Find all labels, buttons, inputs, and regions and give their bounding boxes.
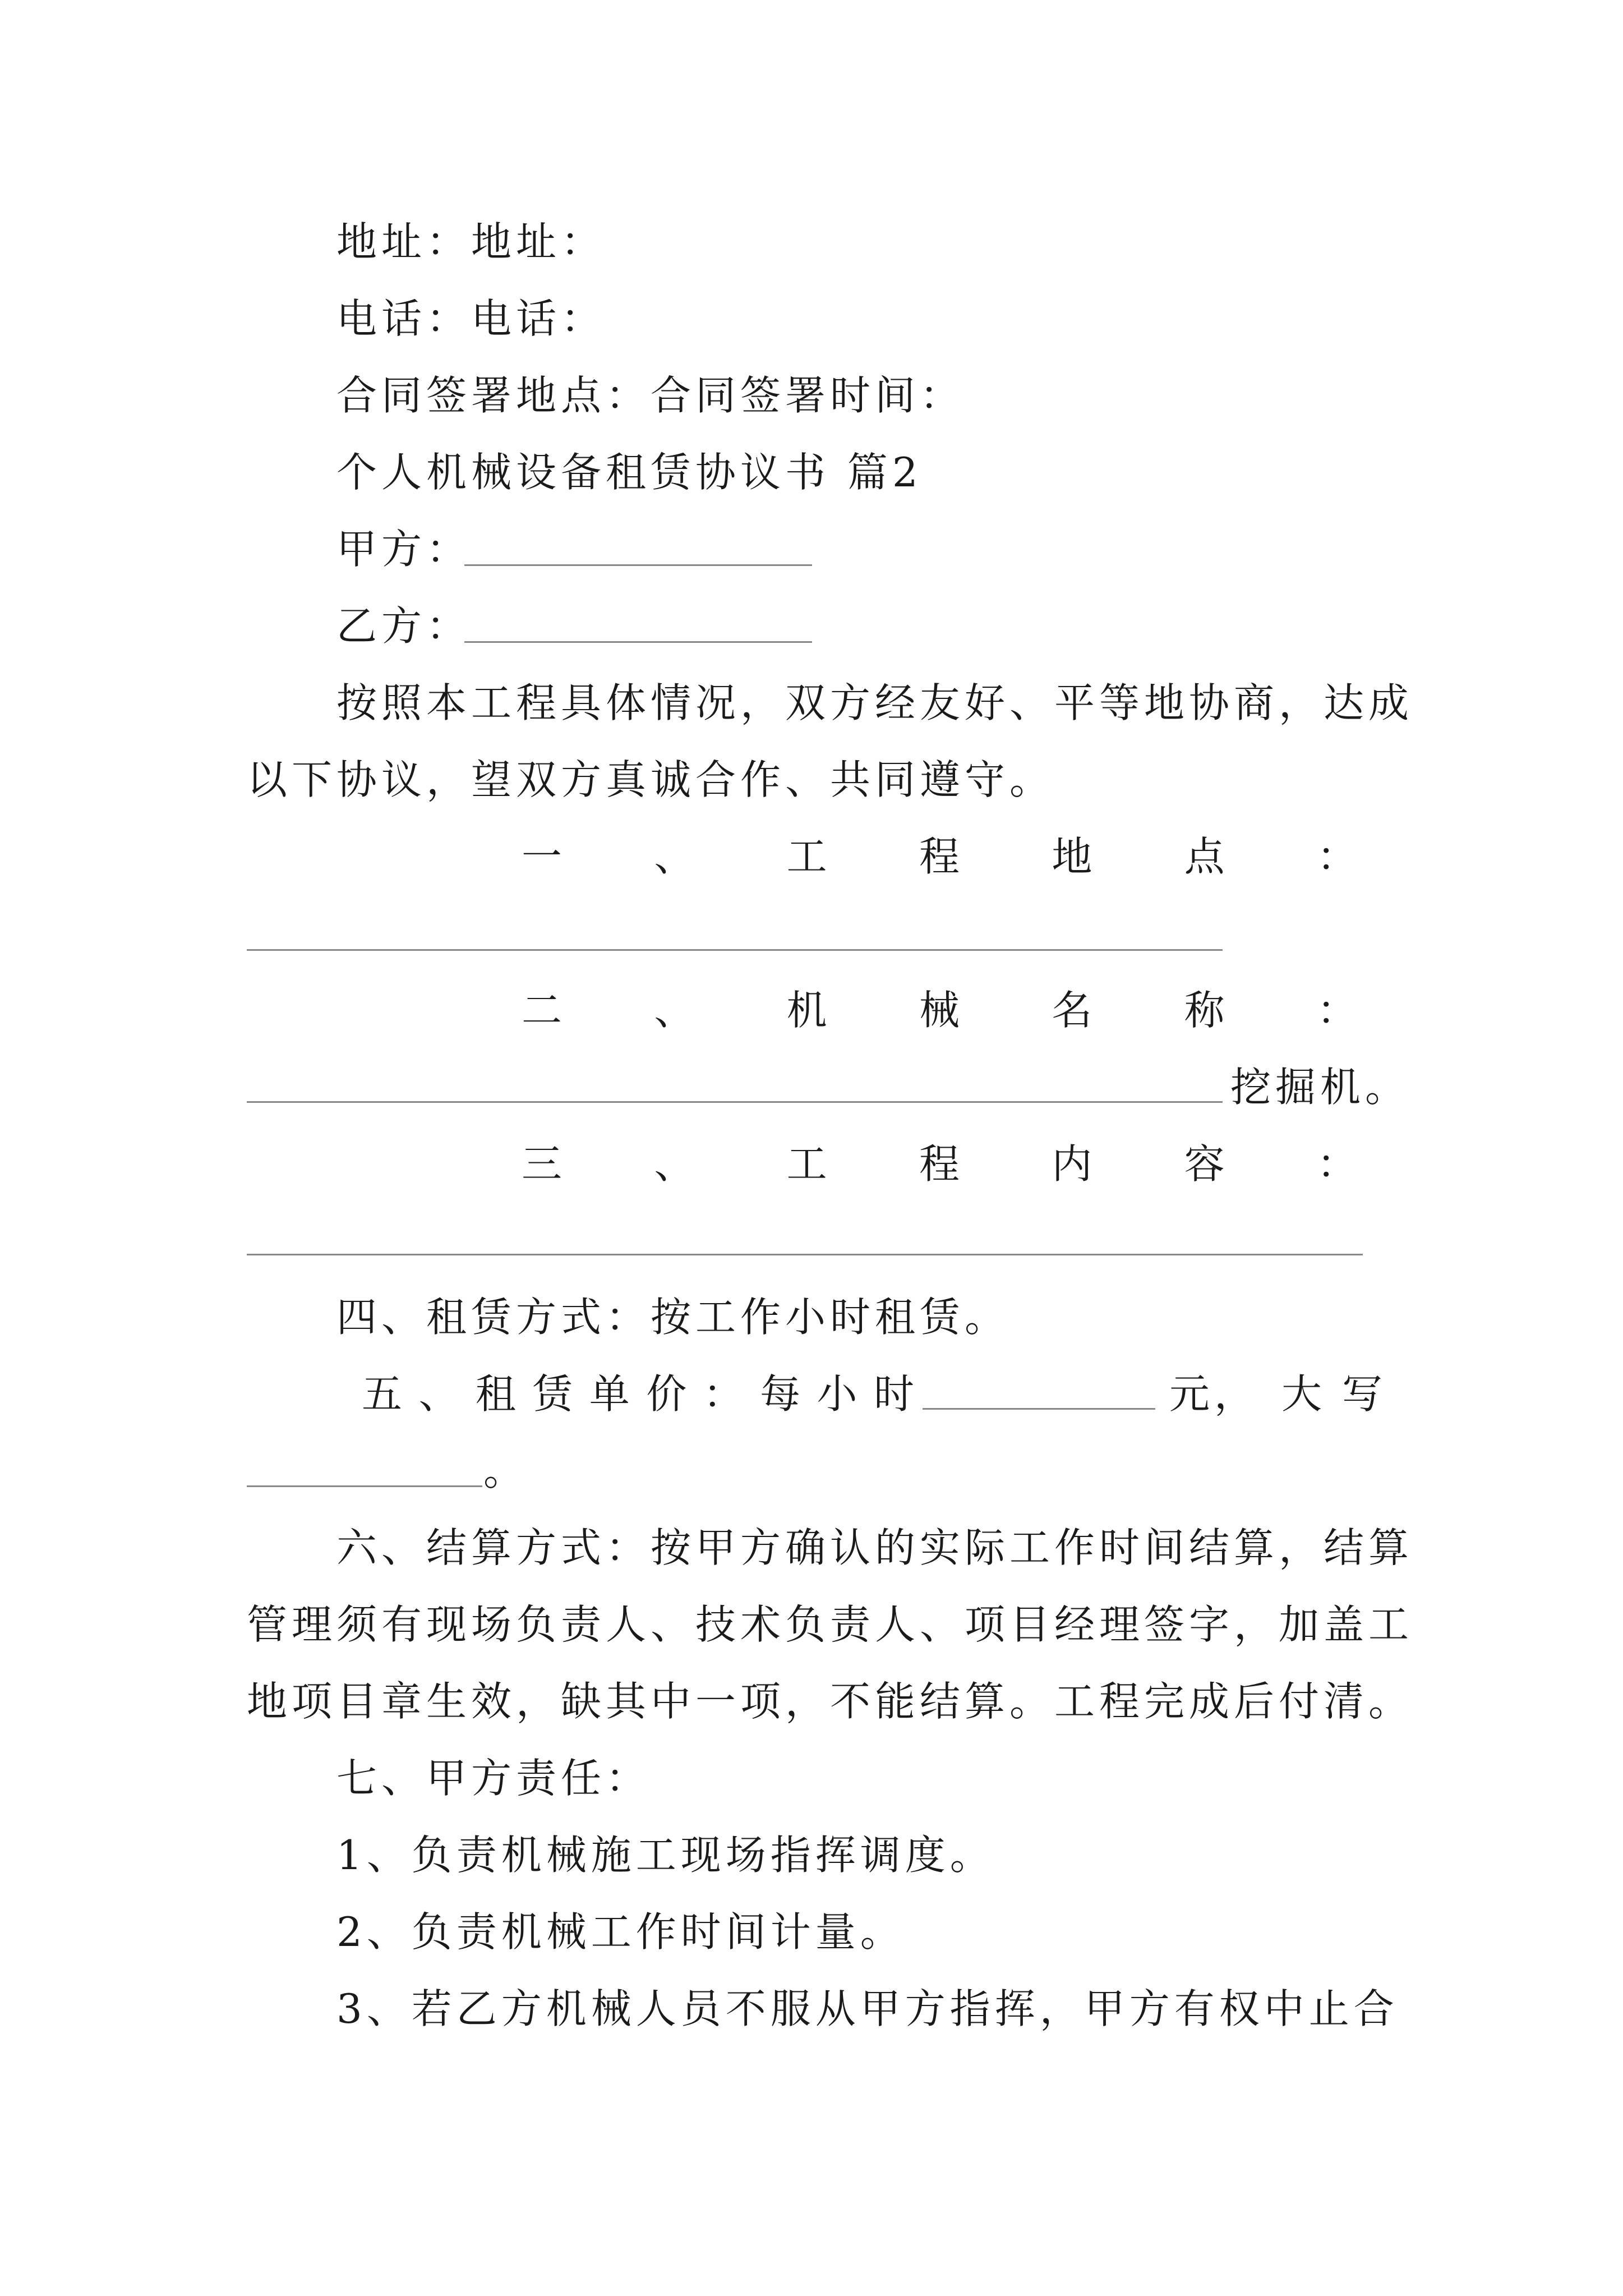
price-blank — [923, 1408, 1155, 1410]
content-blank — [247, 1254, 1363, 1255]
intro-line-1: 按照本工程具体情况，双方经友好、平等地协商，达成 — [336, 679, 1414, 726]
content-char: 三 — [522, 1140, 562, 1188]
site-blank — [247, 949, 1223, 951]
price-line — [362, 1367, 914, 1421]
price-words-end: 。 — [483, 1447, 529, 1494]
party-a-line — [336, 522, 471, 576]
machine-char: 、 — [654, 987, 695, 1034]
price-char: 、 — [418, 1370, 459, 1418]
price-tail — [1281, 1367, 1382, 1421]
price-char: 每 — [760, 1370, 801, 1418]
content-char: 内 — [1052, 1140, 1092, 1188]
address-line: 地址：地址： — [336, 218, 606, 265]
intro-line-2: 以下协议，望双方真诚合作、共同遵守。 — [247, 756, 1055, 803]
content-line — [522, 1137, 1357, 1191]
machine-char: 二 — [522, 987, 562, 1034]
phone-line: 电话：电话： — [336, 295, 606, 342]
machine-char: 名 — [1052, 987, 1092, 1034]
sign-place-time-line: 合同签署地点：合同签署时间： — [336, 372, 965, 419]
responsibility-item-2: 2、负责机械工作时间计量。 — [336, 1908, 905, 1955]
price-char: 时 — [873, 1370, 914, 1418]
section-heading: 个人机械设备租赁协议书 篇2 — [336, 449, 923, 496]
price-char: 小 — [817, 1370, 857, 1418]
site-line — [522, 830, 1357, 884]
machine-char: 械 — [919, 987, 960, 1034]
party-a-label: 甲方： — [336, 526, 472, 573]
settle-line-3: 地项目章生效，缺其中一项，不能结算。工程完成后付清。 — [247, 1678, 1414, 1725]
party-b-blank — [464, 641, 812, 643]
responsibility-title: 七、甲方责任： — [336, 1755, 651, 1802]
price-char: 赁 — [532, 1370, 573, 1418]
content-char: ： — [1316, 1140, 1357, 1188]
site-char: 点 — [1184, 833, 1225, 880]
price-char: 价 — [646, 1370, 687, 1418]
machine-line — [522, 983, 1357, 1037]
site-char: 地 — [1052, 833, 1092, 880]
price-char: 租 — [475, 1370, 516, 1418]
settle-line-2: 管理须有现场负责人、技术负责人、项目经理签字，加盖工 — [247, 1601, 1414, 1648]
site-char: 、 — [654, 833, 695, 880]
price-char: ： — [703, 1370, 744, 1418]
machine-char: 称 — [1184, 987, 1225, 1034]
price-tail-char: 大 — [1281, 1370, 1322, 1418]
site-char: 程 — [919, 833, 960, 880]
price-words-blank — [247, 1485, 482, 1487]
rental-method-line: 四、租赁方式：按工作小时租赁。 — [336, 1294, 1010, 1341]
machine-char: ： — [1316, 987, 1357, 1034]
site-char: 工 — [786, 833, 827, 880]
party-a-blank — [464, 564, 812, 566]
responsibility-item-1: 1、负责机械施工现场指挥调度。 — [336, 1832, 995, 1879]
price-unit: 元， — [1169, 1370, 1260, 1418]
settle-line-1: 六、结算方式：按甲方确认的实际工作时间结算，结算 — [336, 1524, 1414, 1571]
site-char: 一 — [522, 833, 562, 880]
content-char: 工 — [786, 1140, 827, 1188]
party-b-line — [336, 599, 471, 653]
content-char: 容 — [1184, 1140, 1225, 1188]
price-char: 单 — [589, 1370, 630, 1418]
machine-suffix: 挖掘机。 — [1230, 1064, 1410, 1111]
site-char: ： — [1316, 833, 1357, 880]
machine-char: 机 — [786, 987, 827, 1034]
party-b-label: 乙方： — [336, 602, 472, 650]
price-char: 五 — [362, 1370, 403, 1418]
content-char: 、 — [654, 1140, 695, 1188]
machine-blank — [247, 1101, 1223, 1103]
price-tail-char: 写 — [1341, 1370, 1382, 1418]
responsibility-item-3: 3、若乙方机械人员不服从甲方指挥，甲方有权中止合 — [336, 1985, 1399, 2032]
content-char: 程 — [919, 1140, 960, 1188]
